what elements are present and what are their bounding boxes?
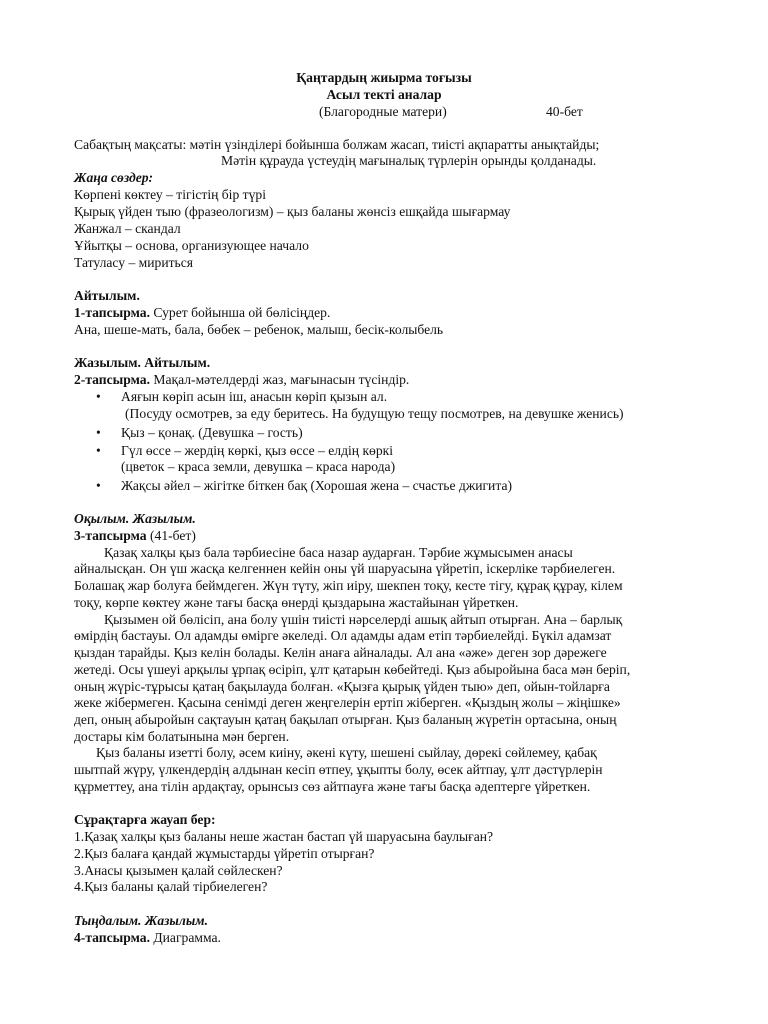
vocab-item: Қырық үйден тыю (фразеологизм) – қыз баланы жөнсіз ешқайда шығармау: [74, 204, 511, 219]
question-item: 2.Қыз балаға қандай жұмыстарды үйретіп отырған?: [74, 846, 375, 861]
proverb-translation: (цветок – краса земли, девушка – краса народа): [121, 459, 396, 474]
task-3-page: (41-бет): [146, 528, 196, 543]
page-reference: 40-бет: [546, 104, 583, 119]
bullet-icon: •: [96, 478, 101, 493]
task-2-label: 2-тапсырма.: [74, 372, 150, 387]
text-paragraph-line: достары кім болатынына мән берген.: [74, 729, 290, 744]
vocab-item: Ұйытқы – основа, организующее начало: [74, 238, 309, 253]
text-paragraph-line: Болашақ жар болуға беймдеген. Жүн түту, жіп иіру, шекпен тоқу, кесте тігу, құрақ құрау, кілем: [74, 578, 623, 593]
task-3: [74, 528, 196, 544]
text-paragraph-line: Қыз баланы изетті болу, әсем киіну, әкені күту, шешені сыйлау, дөрекі сөйлемеу, қабақ: [96, 745, 597, 760]
section-heading-listening-writing: Тыңдалым. Жазылым.: [74, 913, 208, 928]
lesson-goal-line-1: Сабақтың мақсаты: мәтін үзінділері бойынша болжам жасап, тиісті ақпаратты анықтайды;: [74, 137, 600, 152]
vocab-heading: Жаңа сөздер:: [74, 170, 154, 185]
question-item: 1.Қазақ халқы қыз баланы неше жастан бастап үй шаруасына баулыған?: [74, 829, 494, 844]
section-heading-speaking: Айтылым.: [74, 288, 140, 303]
task-1-words: Ана, шеше-мать, бала, бөбек – ребенок, малыш, бесік-колыбель: [74, 322, 444, 337]
task-1: [74, 305, 330, 321]
text-paragraph-line: айналысқан. Он үш жасқа келгеннен кейін оны үй шаруасына үйретіп, іскерліке тәрбиелеген.: [74, 561, 616, 576]
text-paragraph-line: қыздан тарайды. Қыз келін болады. Келін анаға айналады. Ал ана «әже» деген зор дәрежеге: [74, 645, 607, 660]
proverb-item: Жақсы әйел – жігітке біткен бақ (Хорошая жена – счастье джигита): [121, 478, 512, 493]
task-1-label: 1-тапсырма.: [74, 305, 150, 320]
page-subtitle: Асыл текті аналар: [326, 87, 442, 102]
proverb-translation: (Посуду осмотрев, за еду беритесь. На будущую тещу посмотрев, на девушке женись): [125, 406, 624, 421]
task-1-text: Сурет бойынша ой бөлісіңдер.: [149, 305, 331, 320]
lesson-goal-line-2: Мәтін құрауда үстеудің мағыналық түрлерін орынды қолданады.: [221, 153, 597, 168]
task-2: [74, 372, 409, 388]
proverb-item: Гүл өссе – жердің көркі, қыз өссе – елдің көркі: [121, 443, 394, 458]
section-heading-writing-speaking: Жазылым. Айтылым.: [74, 355, 211, 370]
text-paragraph-line: құрметтеу, ана тілін ардақтау, орынсыз сөз айтпауға және тағы басқа әдептерге үйреткен.: [74, 779, 591, 794]
bullet-icon: •: [96, 389, 101, 404]
question-item: 3.Анасы қызымен қалай сөйлескен?: [74, 863, 283, 878]
text-paragraph-line: Қазақ халқы қыз бала тәрбиесіне баса назар аударған. Тәрбие жұмысымен анасы: [104, 545, 573, 560]
text-paragraph-line: жеке жібермеген. Қасына сенімді деген жеңгелерін ертіп жіберген. «Қыздың жолы – жіңішке»: [74, 695, 621, 710]
text-paragraph-line: деп, оның абыройын сақтауын қатаң бақылап отырған. Қыз баланың жүретін ортасына, оның: [74, 712, 617, 727]
vocab-item: Жанжал – скандал: [74, 221, 181, 236]
proverb-item: Қыз – қонақ. (Девушка – гость): [121, 425, 303, 440]
text-paragraph-line: жетеді. Осы үшеуі арқылы ұрпақ өсіріп, ұлт қатарын көбейтеді. Қыз абыройына баса мән беріп,: [74, 662, 631, 677]
task-3-label: 3-тапсырма: [74, 528, 147, 543]
questions-heading: Сұрақтарға жауап бер:: [74, 812, 216, 827]
text-paragraph-line: өмірдің бастауы. Ол адамды өмірге әкеледі. Ол адамды адам етіп тәрбиелейді. Бүкіл адамзат: [74, 628, 612, 643]
bullet-icon: •: [96, 443, 101, 458]
bullet-icon: •: [96, 425, 101, 440]
vocab-item: Көрпені көктеу – тігістің бір түрі: [74, 187, 266, 202]
vocab-item: Татуласу – мириться: [74, 255, 194, 270]
page-title: Қаңтардың жиырма тоғызы: [296, 70, 472, 85]
proverb-item: Аяғын көріп асын іш, анасын көріп қызын ал.: [121, 389, 388, 404]
subtitle-translation: (Благородные матери): [319, 104, 447, 119]
task-4: [74, 930, 221, 946]
text-paragraph-line: тоқу, көрпе көктеу және тағы басқа өнерді қыздарына жастайынан үйреткен.: [74, 595, 519, 610]
text-paragraph-line: оның жүріс-тұрысы қатаң бақылауда болған. «Қызға қырық үйден тыю» деп, ойын-тойларға: [74, 679, 610, 694]
task-4-text: Диаграмма.: [149, 930, 221, 945]
text-paragraph-line: Қызымен ой бөлісіп, ана болу үшін тиісті нәрселерді ашық айтып отырған. Ана – барлық: [104, 612, 623, 627]
question-item: 4.Қыз баланы қалай тірбиелеген?: [74, 879, 268, 894]
task-4-label: 4-тапсырма.: [74, 930, 150, 945]
task-2-text: Мақал-мәтелдерді жаз, мағынасын түсіндір.: [149, 372, 410, 387]
section-heading-reading-writing: Оқылым. Жазылым.: [74, 511, 196, 526]
text-paragraph-line: шытпай жүру, үлкендердің алдынан кесіп өтпеу, ұқыпты болу, өсек айтпау, ұлт дәстүрлерін: [74, 762, 603, 777]
